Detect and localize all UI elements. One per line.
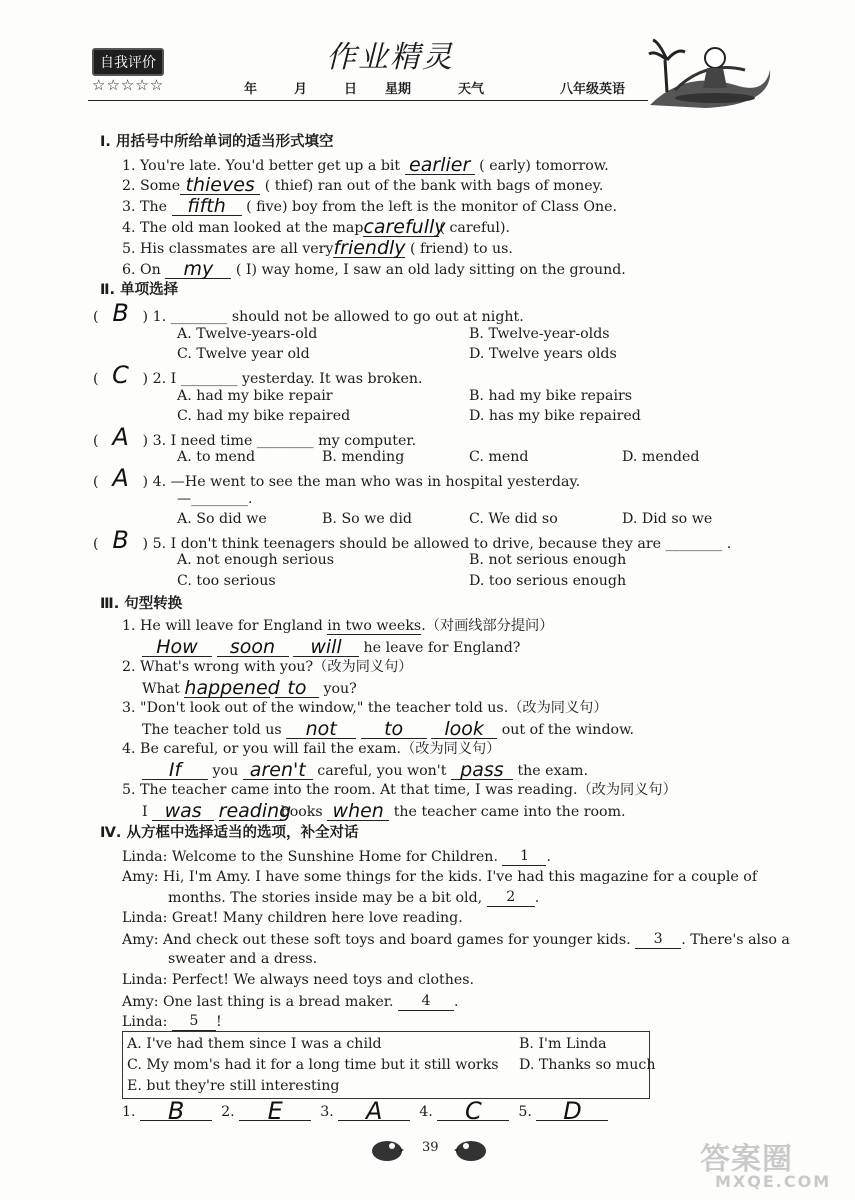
answer-blank: not [286,720,356,739]
answer-blank: B [140,1102,212,1121]
dialog-line-4b: sweater and a dress. [168,951,318,967]
s3-q4: 4. Be careful, or you will fail the exam.（改为同义句） [122,741,501,757]
choice-answer: B [112,299,129,327]
section-4-title: Ⅳ. 从方框中选择适当的选项，补全对话 [100,825,359,841]
option-b: B. Twelve-year-olds [469,326,610,342]
answer-blank: pass [451,761,513,780]
answer-blank: C [437,1102,509,1121]
answer-blank: soon [217,638,289,657]
dialog-line-3: Linda: Great! Many children here love reading. [122,910,463,926]
s2-q2: ( C ) 2. I ________ yesterday. It was broken. [93,361,423,389]
s1-item-2: 2. Some thieves ( thief) ran out of the bank with bags of money. [122,174,604,196]
s3-q1: 1. He will leave for England in two weeks.（对画线部分提问） [122,618,554,634]
s2-q5: ( B ) 5. I don't think teenagers should be allowed to drive, because they are ________ . [93,526,732,554]
answer-blank: reading [218,800,292,822]
s1-item-4: 4. The old man looked at the mapcarefully( careful). [122,216,511,238]
s3-a1: How soon will he leave for England? [142,638,520,657]
option-b: B. So we did [322,511,412,527]
s3-a2: What happened to you? [142,677,357,699]
option-a: A. to mend [177,449,256,465]
watermark-logo: 答案圈 [700,1142,793,1177]
section-2-title: Ⅱ. 单项选择 [100,282,179,298]
s2-q3: ( A ) 3. I need time ________ my computer. [93,423,417,451]
field-subject: 八年级英语 [560,82,626,97]
answer-blank: friendly [333,237,406,259]
s3-a5: I was readingbooks when the teacher came into the room. [142,800,626,822]
answer-blank: How [142,638,212,657]
rating-stars: ☆☆☆☆☆ [92,76,165,94]
answer-blank: to [275,679,319,698]
answer-blank: A [338,1102,410,1121]
option-c: C. We did so [469,511,558,527]
option-d: D. too serious enough [469,573,627,589]
page-number: 39 [422,1140,439,1155]
underlined-phrase: in two weeks [327,618,422,634]
dialog-line-2b: months. The stories inside may be a bit old, 2 . [168,889,540,906]
option-a: A. So did we [177,511,267,527]
box-option-a: A. I've had them since I was a child [127,1036,382,1052]
dialog-response-blank: —________. [177,491,253,507]
box-option-b: B. I'm Linda [519,1036,607,1052]
option-c: C. too serious [177,573,276,589]
box-option-e: E. but they're still interesting [127,1078,340,1094]
field-day: 日 [344,82,358,97]
option-d: D. Did so we [622,511,713,527]
page-footer [370,1132,490,1168]
option-a: A. Twelve-years-old [177,326,318,342]
answer-blank: fifth [172,197,242,216]
dialog-blank: 3 [635,930,681,949]
answer-blank: E [239,1102,311,1121]
watermark-url: MXQE.COM [715,1172,832,1191]
box-option-c: C. My mom's had it for a long time but it still works [127,1057,499,1073]
answer-blank: carefully [363,216,446,238]
answer-blank: earlier [405,156,475,175]
answer-row: 1. B 2. E 3. A 4. C 5. D [122,1102,608,1121]
answer-blank: when [327,802,389,821]
header-rule [88,100,648,101]
dialog-blank: 5 [172,1012,216,1031]
answer-blank: look [431,720,497,739]
dialog-line-4: Amy: And check out these soft toys and board games for younger kids. 3 . There's also a [122,931,790,948]
answer-blank: happened [184,677,280,699]
answer-blank: If [142,761,208,780]
bird-icon [454,1136,488,1162]
bird-icon [370,1136,404,1162]
dialog-blank: 1 [502,847,546,866]
answer-blank: my [165,260,231,279]
field-weather: 天气 [458,82,485,97]
choice-answer: B [112,526,129,554]
section-3-title: Ⅲ. 句型转换 [100,596,183,612]
dialog-line-7: Linda: 5 ! [122,1013,222,1030]
answer-blank: to [361,720,427,739]
s3-q2: 2. What's wrong with you?（改为同义句） [122,659,413,675]
s1-item-5: 5. His classmates are all veryfriendly ( friend) to us. [122,237,513,259]
s2-q4: ( A ) 4. —He went to see the man who was in hospital yesterday. [93,464,581,492]
field-weekday: 星期 [385,82,412,97]
field-month: 月 [294,82,308,97]
option-d: D. has my bike repaired [469,408,641,424]
choice-answer: C [112,361,129,389]
answer-blank: aren't [243,761,313,780]
choice-answer: A [112,464,129,492]
s3-a4: If you aren't careful, you won't pass the exam. [142,761,588,780]
dialog-line-2: Amy: Hi, I'm Amy. I have some things for the kids. I've had this magazine for a couple of [122,869,758,885]
field-year: 年 [244,82,258,97]
answer-blank: was [152,802,214,821]
box-option-d: D. Thanks so much [519,1057,656,1073]
dialog-blank: 2 [487,888,535,907]
surfer-mascot-icon [645,30,775,110]
s2-q1: ( B ) 1. ________ should not be allowed to go out at night. [93,299,524,327]
s1-item-3: 3. The fifth ( five) boy from the left is the monitor of Class One. [122,195,618,217]
dialog-blank: 4 [398,992,454,1011]
section-1-title: Ⅰ. 用括号中所给单词的适当形式填空 [100,134,334,150]
s1-item-1: 1. You're late. You'd better get up a bit earlier ( early) tomorrow. [122,154,609,176]
answer-blank: will [293,638,359,657]
answer-blank: thieves [180,176,260,195]
choice-answer: A [112,423,129,451]
s3-q3: 3. "Don't look out of the window," the teacher told us.（改为同义句） [122,700,608,716]
option-b: B. mending [322,449,405,465]
self-eval-badge: 自我评价 [92,48,164,76]
brand-title: 作业精灵 [326,40,454,75]
option-c: C. mend [469,449,529,465]
option-c: C. had my bike repaired [177,408,351,424]
option-a: A. not enough serious [177,552,335,568]
option-a: A. had my bike repair [177,388,333,404]
option-c: C. Twelve year old [177,346,310,362]
s1-item-6: 6. On my ( I) way home, I saw an old lady sitting on the ground. [122,258,626,280]
s3-a3: The teacher told us not to look out of the window. [142,718,635,740]
option-d: D. Twelve years olds [469,346,617,362]
option-b: B. not serious enough [469,552,627,568]
answer-blank: D [536,1102,608,1121]
dialog-line-1: Linda: Welcome to the Sunshine Home for Children. 1 . [122,848,551,865]
options-box [122,1031,656,1099]
dialog-line-5: Linda: Perfect! We always need toys and clothes. [122,972,475,988]
s3-q5: 5. The teacher came into the room. At that time, I was reading.（改为同义句） [122,782,677,798]
option-b: B. had my bike repairs [469,388,633,404]
dialog-line-6: Amy: One last thing is a bread maker. 4 . [122,993,459,1010]
option-d: D. mended [622,449,700,465]
